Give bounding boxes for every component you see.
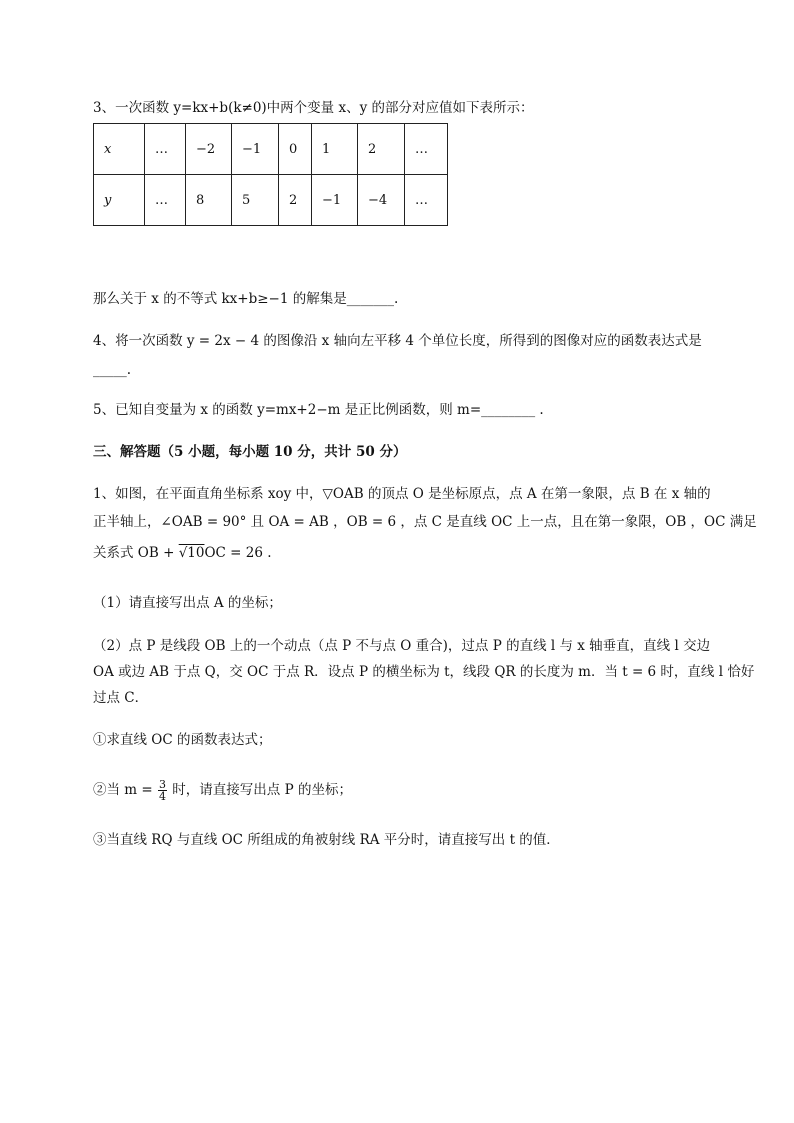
- sqrt-expression: √10: [178, 545, 205, 561]
- table-cell: 2: [358, 124, 405, 175]
- table-cell: −2: [186, 124, 232, 175]
- table-cell: −1: [312, 175, 358, 226]
- table-cell: 5: [232, 175, 279, 226]
- fraction-numerator: 3: [159, 778, 166, 791]
- item-2: [93, 779, 352, 802]
- sub-question-2-line3: 过点 C．: [93, 690, 149, 706]
- item-1: ①求直线 OC 的函数表达式；: [93, 732, 272, 748]
- sub-question-1: （1）请直接写出点 A 的坐标；: [93, 595, 282, 611]
- q3-intro: 3、一次函数 y=kx+b(k≠0)中两个变量 x、y 的部分对应值如下表所示：: [93, 100, 534, 116]
- table-cell: 1: [312, 124, 358, 175]
- q4-line1: 4、将一次函数 y = 2x − 4 的图像沿 x 轴向左平移 4 个单位长度，所得到的图像对应的函数表达式是: [93, 333, 702, 349]
- table-cell: …: [405, 124, 448, 175]
- p1-line1: 1、如图，在平面直角坐标系 xoy 中，▽OAB 的顶点 O 是坐标原点，点 A 在第一象限，点 B 在 x 轴的: [93, 486, 711, 502]
- sub-question-2-line2: OA 或边 AB 于点 Q，交 OC 于点 R．设点 P 的横坐标为 t，线段 QR 的长度为 m．当 t = 6 时，直线 l 恰好: [93, 664, 755, 680]
- q4-line2: _____.: [93, 362, 132, 378]
- table-row: [94, 175, 448, 226]
- sub-question-2-line1: （2）点 P 是线段 OB 上的一个动点（点 P 不与点 O 重合)，过点 P 的直线 l 与 x 轴垂直，直线 l 交边: [93, 638, 711, 654]
- table-cell: 8: [186, 175, 232, 226]
- table-cell: …: [145, 124, 186, 175]
- item-3: ③当直线 RQ 与直线 OC 所组成的角被射线 RA 平分时，请直接写出 t 的值．: [93, 832, 560, 848]
- table-cell: …: [405, 175, 448, 226]
- table-cell: −1: [232, 124, 279, 175]
- p1-line3: [93, 543, 272, 563]
- fraction: [158, 779, 167, 802]
- table-cell: y: [94, 175, 145, 226]
- table-cell: 0: [279, 124, 312, 175]
- table-row: [94, 124, 448, 175]
- table-cell: …: [145, 175, 186, 226]
- section-heading: 三、解答题（5 小题，每小题 10 分，共计 50 分）: [93, 444, 407, 460]
- p1-line2: 正半轴上，∠OAB = 90° 且 OA = AB ，OB = 6 ，点 C 是直线 OC 上一点，且在第一象限，OB ，OC 满足: [93, 514, 757, 530]
- p1-line3-pre: 关系式 OB +: [93, 545, 179, 561]
- p1-line3-post: OC = 26 .: [204, 545, 272, 561]
- value-table: [93, 123, 448, 226]
- table-cell: x: [94, 124, 145, 175]
- item-2-post: 时，请直接写出点 P 的坐标；: [168, 782, 352, 798]
- table-cell: 2: [279, 175, 312, 226]
- table-cell: −4: [358, 175, 405, 226]
- q5-text: 5、已知自变量为 x 的函数 y=mx+2−m 是正比例函数，则 m=________ .: [93, 402, 544, 418]
- item-2-pre: ②当 m =: [93, 782, 157, 798]
- q3-question: 那么关于 x 的不等式 kx+b≥−1 的解集是_______.: [93, 291, 399, 307]
- fraction-denominator: 4: [159, 790, 166, 803]
